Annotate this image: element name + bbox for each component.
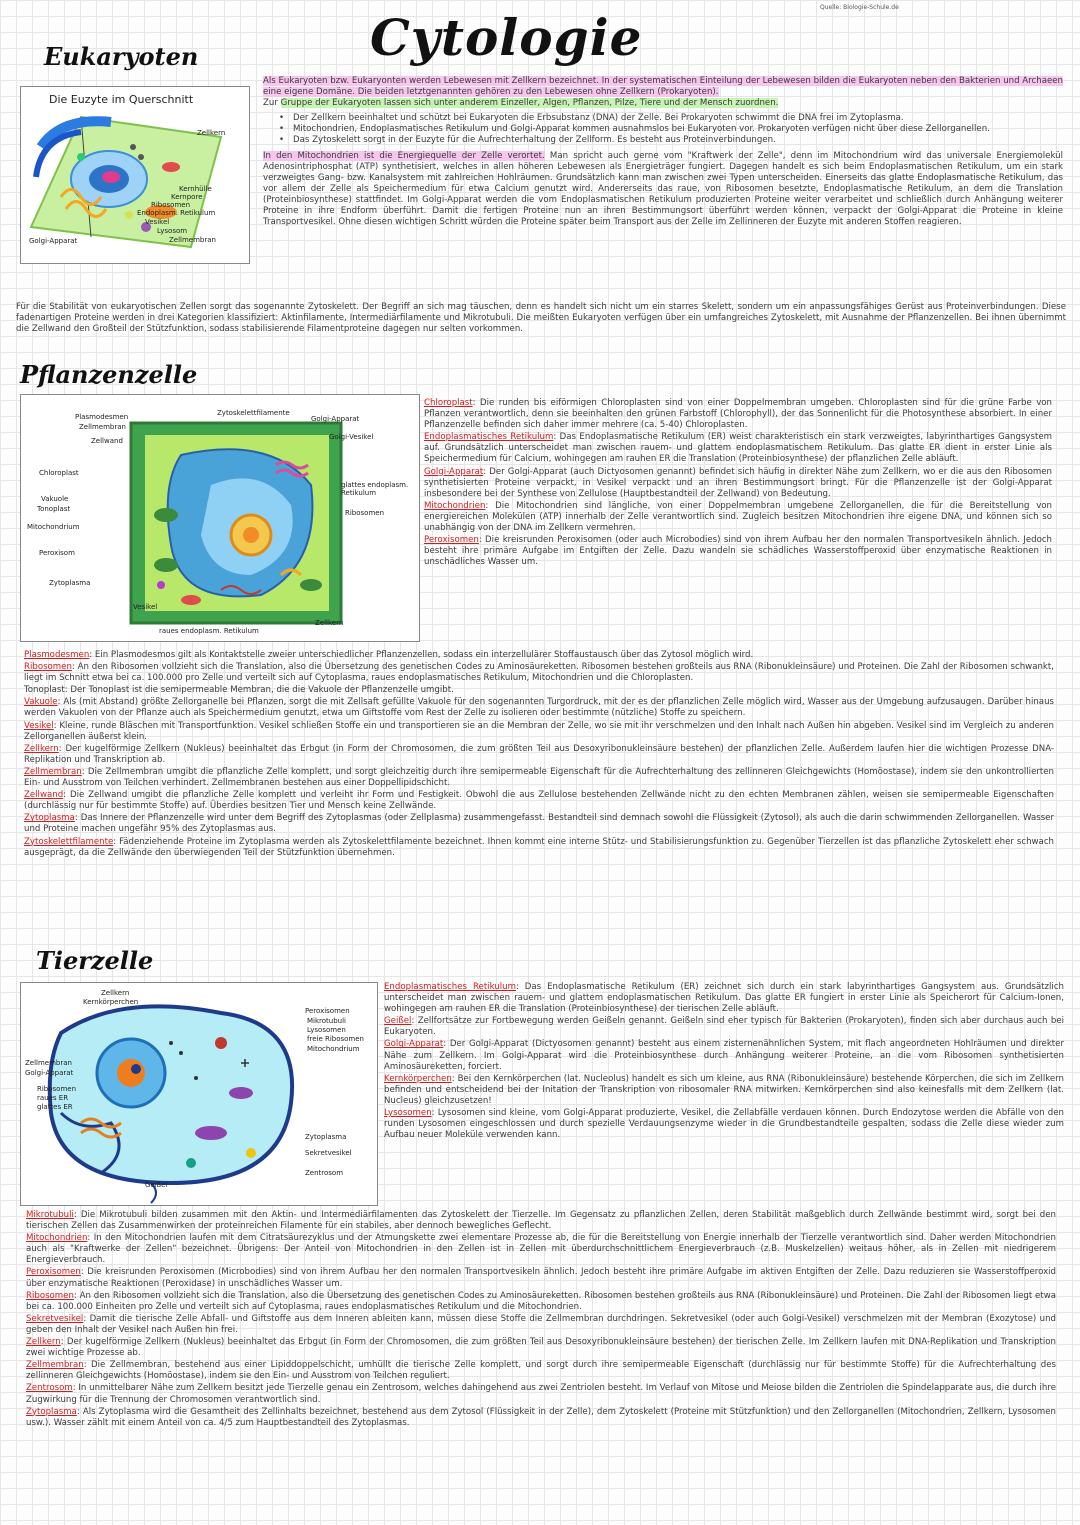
entry: Golgi-Apparat: Der Golgi-Apparat (auch Dictyosomen genannt) befindet sich häufig in direkter Nähe zum Zellkern, wo er die aus den Ribosomen synthetisierten Proteine verpackt, in Vesikel verpackt und an ihren Bestimmungsort bringt. Für die Pflanzenzelle ist der Golgi-Apparat insbesondere bei der Synthese von Zellulose (Hauptbestandteil der Zellwand) von Bedeutung.: [424, 466, 1052, 499]
entry: Ribosomen: An den Ribosomen vollzieht sich die Translation, also die Übersetzung des genetischen Codes zu Aminosäureketten. Ribosomen bestehen großteils aus RNA (Ribonukleinsäure) und Proteinen. Die Zahl der Ribosomen schwankt, liegt im Schnitt etwa bei ca. 100.000 pro Zelle und verteilt sich auf Cytoplasma, raues endoplasmatisches Retikulum, Mitochondrien und die Chloroplasten.: [24, 662, 1054, 684]
entry: Sekretvesikel: Damit die tierische Zelle Abfall- und Giftstoffe aus dem Inneren ableiten kann, müssen diese Stoffe die Zellmembran durchdringen. Sekretvesikel (oder auch Golgi-Vesikel) verschmelzen mit der Membran (Exozytose) und geben den Inhalt der Vesikel nach Außen hin frei.: [26, 1313, 1056, 1335]
label-zytoplasma: Zytoplasma: [49, 579, 91, 587]
label-geissel: Geißel: [145, 1181, 168, 1189]
entry: Kernkörperchen: Bei den Kernkörperchen (lat. Nucleolus) handelt es sich um kleine, aus RNA (Ribonukleinsäure) bestehende Körperchen, die sich im Zellkern befinden und entscheidend bei der Initation der Transkription von ribosomaler RNA mitwirken. Kernkörperchen sind also keinesfalls mit dem Zellkern (lat. Nucleus) gleichzusetzen!: [384, 1073, 1064, 1106]
entry: Zellmembran: Die Zellmembran, bestehend aus einer Lipiddoppelschicht, umhüllt die tierische Zelle komplett, und sorgt durch ihre semipermeable Eigenschaft (durchlässig nur für bestimmte Stoffe) für die Aufrechterhaltung des zellinneren Gleichgewichts (Homöostase), indem sie den Ein- und Ausstrom von Teilchen reguliert.: [26, 1360, 1056, 1382]
label-sekretvesikel: Sekretvesikel: [305, 1149, 352, 1157]
entry: Golgi-Apparat: Der Golgi-Apparat (Dictyosomen genannt) besteht aus einem zisternenähnlichen System, mit flach angeordneten Hohlräumen und direkter Nähe zum Zellkern. Im Golgi-Apparat wird die Proteinbiosynthese durch Anhängung weiterer Proteine, an die vom Ribosomen synthetisierten Aminosäureketten, forciert.: [384, 1039, 1064, 1072]
label-zellmembran: Zellmembran: [169, 236, 216, 244]
entry: Zytoskelettfilamente: Fädenziehende Proteine im Zytoplasma werden als Zytoskelettfilamente bezeichnet. Ihnen kommt eine interne Stütz- und Stabilisierungsfunktion zu. Gegenüber Tierzellen ist das pflanzliche Zytoskelett eher schwach ausgeprägt, da die Zellwände den überwiegenden Teil der Stützfunktion übernehmen.: [24, 836, 1054, 858]
heading-tierzelle: Tierzelle: [36, 946, 154, 975]
pflanzenzelle-right-text: [424, 398, 1052, 569]
label-golgi: Golgi-Apparat: [311, 415, 360, 423]
label-mikrotubuli: Mikrotubuli: [307, 1017, 346, 1025]
intro-green-pre: Zur: [263, 98, 281, 109]
label-kernhuelle: Kernhülle: [179, 185, 212, 193]
heading-eukaryoten: Eukaryoten: [44, 42, 199, 71]
label-raues-er: raues endoplasm. Retikulum: [159, 627, 259, 635]
label-kernkoerperchen: Kernkörperchen: [83, 998, 139, 1006]
entry: Vesikel: Kleine, runde Bläschen mit Transportfunktion. Vesikel schließen Stoffe ein und transportieren sie an die Membran der Zelle, wo sie mit ihr verschmelzen und den Inhalt nach Außen hin abgeben. Vesikel sind im Vergleich zu anderen Zellorganellen äußerst klein.: [24, 720, 1054, 742]
entry: Plasmodesmen: Ein Plasmodesmos gilt als Kontaktstelle zweier unterschiedlicher Pflanzenzellen, sodass ein interzellulärer Stoffaustausch über das Zytosol möglich wird.: [24, 650, 754, 660]
mito-text: Man spricht auch gerne vom "Kraftwerk der Zelle", denn im Mitochondrium wird das universale Energiemolekül Adenosintriphosphat (ATP) synthetisiert, welches in allen höheren Lebewesen als Energieträger fungiert. Dagegen handelt es sich beim Endoplasmatischen Retikulum, um ein stark verzweigtes Gang- bzw. Kanalsystem mit zahlreichen Hohlräumen. Grundsätzlich kann man zwischen zwei Typen unterscheiden. Einerseits das glatte Endoplasmatische Retikulum, das vor allem der Zelle als Speichermedium für etwa Calcium genutzt wird. Andererseits das raue, von Ribosomen besetzte, Endoplasmatische Retikulum, an dem die Translation (Proteinbiosynthese) stattfindet. Im Golgi-Apparat werden die vom Endoplasmatischen Retikulum produzierten Proteine weiter verarbeitet und schließlich durch Anhängung weiterer Proteine in ihre Endform überführt. Damit die fertigen Proteine nun an ihren Bestimmungsort überführt werden können, verpackt der Golgi-Apparat die Proteine in kleine Transportvesikel. Ohne diesen wichtigen Schritt würden die Proteine später beim Transport aus der Zelle im Zellinneren der Euzyte mit anderen Stoffen reagieren.: [263, 150, 1063, 228]
page-title: Cytologie: [370, 8, 643, 67]
entry: Zellkern: Der kugelförmige Zellkern (Nukleus) beeinhaltet das Erbgut (in Form der Chromosomen, die zum größten Teil aus Desoxyribonukleinsäure bestehen) der pflanzlichen Zelle. Außerdem laufen hier die wichtigen Prozesse DNA-Replikation und Transkription ab.: [24, 743, 1054, 765]
entry: Ribosomen: An den Ribosomen vollzieht sich die Translation, also die Übersetzung des genetischen Codes zu Aminosäureketten. Ribosomen bestehen großteils aus RNA (Ribonukleinsäure) und Proteinen. Die Zahl der Ribosomen liegt etwa bei ca. 100.000 Einheiten pro Zelle und verteilt sich auf Cytoplasma, raues endoplasmatisches Retikulum und die Mitochondrien.: [26, 1290, 1056, 1312]
heading-pflanzenzelle: Pflanzenzelle: [20, 360, 198, 389]
entry: Mikrotubuli: Die Mikrotubuli bilden zusammen mit den Aktin- und Intermediärfilamenten das Zytoskelett der Tierzelle. Im Gegensatz zu pflanzlichen Zellen, deren Stabilität maßgeblich durch Zellwände bestimmt wird, sorgt bei den tierischen Zellen das Zusammenwirken der proteinreichen Filamente für ein stabiles, aber dennoch bewegliches Geflecht.: [26, 1210, 1056, 1232]
label-chloroplast: Chloroplast: [39, 469, 79, 477]
zytoskelett-text: Für die Stabilität von eukaryotischen Zellen sorgt das sogenannte Zytoskelett. Der Begriff an sich mag täuschen, denn es handelt sich nicht um ein starres Skelett, sondern um ein anpassungsfähiges Gerüst aus Proteinverbindungen. Diese fadenartigen Proteine werden in drei Kategorien klassifiziert: Aktinfilamente, Intermediärfilamente und Mikrotubuli. Die meißten Eukaryoten verfügen über ein umfangreiches Zytoskelett, mit Ausnahme der Pflanzenzellen. Bei ihnen übernimmt die Zellwand den Großteil der Stützfunktion, sodass stabilisierende Filamentproteine dagegen nur selten vorkommen.: [16, 302, 1066, 335]
entry: Zellwand: Die Zellwand umgibt die pflanzliche Zelle komplett und verleiht ihr Form und Festigkeit. Obwohl die aus Zellulose bestehenden Zellwände nicht zu den echten Membranen zählen, weisen sie semipermeable Eigenschaften (durchlässig nur für bestimmte Stoffe) auf. Überdies besitzen Tier und Mensch keine Zellwände.: [24, 790, 1054, 812]
bullet-item: • Der Zellkern beeinhaltet und schützt bei Eukaryoten die Erbsubstanz (DNA) der Zelle. Bei Prokaryoten schwimmt die DNA frei im Zytoplasma.: [263, 113, 1063, 124]
source-note: Quelle: Biologie-Schule.de: [820, 4, 899, 11]
label-zellwand: Zellwand: [91, 437, 123, 445]
label-zellkern: Zellkern: [101, 989, 130, 997]
label-zellkern: Zellkern: [197, 129, 226, 137]
entry: Zytoplasma: Als Zytoplasma wird die Gesamtheit des Zellinhalts bezeichnet, bestehend aus dem Zytosol (Flüssigkeit in der Zelle), dem Zytoskelett (Proteine mit Stützfunktion) und den Zellorganellen (Mitochondrien, Zellkern, Lysosomen usw.). Wasser zählt mit einem Anteil von ca. 4/5 zum Hauptbestandteil des Zytoplasmas.: [26, 1406, 1056, 1428]
mito-pink: In den Mitochondrien ist die Energiequelle der Zelle verortet.: [263, 150, 545, 161]
entry: Geißel: Zellfortsätze zur Fortbewegung werden Geißeln genannt. Geißeln sind eher typisch für Bakterien (Prokaryoten), finden sich aber durchaus auch bei Eukaryoten.: [384, 1016, 1064, 1038]
label-vakuole: Vakuole: [41, 495, 69, 503]
label-ribosomen: Ribosomen: [345, 509, 385, 517]
intro-pink: Als Eukaryoten bzw. Eukaryonten werden Lebewesen mit Zellkern bezeichnet. In der systematischen Einteilung der Lebewesen bilden die Eukaryoten neben den Bakterien und Archaeen eine eigene Domäne. Die beiden letztgenannten gehören zu den Lebewesen ohne Zellkern (Prokaryoten).: [263, 76, 1063, 98]
entry: Chloroplast: Die runden bis eiförmigen Chloroplasten sind von einer Doppelmembran umgeben. Chloroplasten sind für die grüne Farbe von Pflanzen verantwortlich, denn sie beeinhalten den grünen Farbstoff (Chlorophyll), der das Sonnenlicht für die Photosynthese absorbiert. In einer Pflanzenzelle befinden sich daher immer mehrere (ca. 5-40) Chloroplasten.: [424, 398, 1052, 431]
label-er: Endoplasm. Retikulum: [137, 209, 216, 217]
tierzelle-diagram: [20, 982, 378, 1206]
bullet-item: • Das Zytoskelett sorgt in der Euzyte für die Aufrechterhaltung der Zellform. Es besteht aus Proteinverbindungen.: [263, 135, 1063, 146]
entry: Zentrosom: In unmittelbarer Nähe zum Zellkern besitzt jede Tierzelle genau ein Zentrosom, welches dahingehend aus zwei Zentriolen besteht. Im Verlauf von Mitose und Meiose bilden die Zentriolen die Spindelapparate aus, die durch ihre Zugwirkung für die Trennung der Chromosomen verantwortlich sind.: [26, 1383, 1056, 1405]
entry: Zellmembran: Die Zellmembran umgibt die pflanzliche Zelle komplett, und sorgt gleichzeitig durch ihre semipermeable Eigenschaft für die Aufrechterhaltung des zellinneren Gleichgewichts (Homöostase), indem sie den unkontrollierten Ein- und Ausstrom von Teilchen verhindert. Zellmembranen bestehen aus einer Doppellipidschicht.: [24, 766, 1054, 789]
entry: Zytoplasma: Das Innere der Pflanzenzelle wird unter dem Begriff des Zytoplasmas (oder Zellplasma) zusammengefasst. Bestandteil sind demnach sowohl die Flüssigkeit (Zytosol), als auch die darin schwimmenden Zellorganellen. Wasser und Proteine machen ungefähr 95% des Zytoplasmas aus.: [24, 813, 1054, 835]
euzyte-diagram: [20, 86, 250, 264]
label-zytoskelett: Zytoskelettfilamente: [217, 409, 290, 417]
label-ribosomen: Ribosomen: [151, 201, 191, 209]
label-lysosomen: Lysosomen: [307, 1026, 346, 1034]
label-golgi: Golgi-Apparat: [25, 1069, 74, 1077]
label-freie-ribosomen: freie Ribosomen: [307, 1035, 364, 1043]
label-mitochondrium: Mitochondrium: [307, 1045, 360, 1053]
label-mitochondrium: Mitochondrium: [27, 523, 80, 531]
pflanzenzelle-diagram: [20, 394, 420, 642]
label-plasmodesmen: Plasmodesmen: [75, 413, 129, 421]
label-golgi: Golgi-Apparat: [29, 237, 78, 245]
tierzelle-right-text: [384, 982, 1064, 1142]
label-tonoplast: Tonoplast: [37, 505, 71, 513]
entry: Lysosomen: Lysosomen sind kleine, vom Golgi-Apparat produzierte, Vesikel, die Zellabfälle verdauen können. Durch Endozytose werden die Abfälle von den runden Lysosomen eingeschlossen und durch spezielle Verdauungsenzyme wieder in die Grundbestandteile gespalten, sodass die Zelle diese wieder zum Aufbau neuer Moleküle verwenden kann.: [384, 1108, 1064, 1141]
label-golgi-vesikel: Golgi-Vesikel: [329, 433, 374, 441]
entry: Endoplasmatisches Retikulum: Das Endoplasmatische Retikulum (ER) zeichnet sich durch ein stark labyrinthartiges Gangsystem aus. Grundsätzlich unterscheidet man zwischen rauem- und glattem endoplasmatischen Retikulum. Das glatte ER fungiert in erster Linie als Speicherort für Calcium-Ionen, wohingegen am rauhen ER die Translation (Proteinbiosynthese) der tierischen Zelle abläuft.: [384, 982, 1064, 1015]
label-lysosom: Lysosom: [157, 227, 188, 235]
label-glattes-er: glattes endoplasm. Retikulum: [341, 481, 409, 497]
entry: Peroxisomen: Die kreisrunden Peroxisomen (Microbodies) sind von ihrem Aufbau her den normalen Transportvesikeln ähnlich. Jedoch besteht ihre primäre Aufgabe im aktiven Entgiften der Zelle. Dazu reduzieren sie Wasserstoffperoxid über enzymatische Reaktionen (Peroxidase) in unschädliches Wasser um.: [26, 1267, 1056, 1289]
label-zellmembran: Zellmembran: [25, 1059, 72, 1067]
label-peroxisomen: Peroxisomen: [305, 1007, 350, 1015]
label-glattes-er: glattes ER: [37, 1103, 73, 1111]
label-zytoplasma: Zytoplasma: [305, 1133, 347, 1141]
label-ribosomen: Ribosomen: [37, 1085, 77, 1093]
tierzelle-full-text: [26, 1210, 1056, 1430]
entry: Zellkern: Der kugelförmige Zellkern (Nukleus) beeinhaltet das Erbgut (in Form der Chromosomen, die zum größten Teil aus Desoxyribonukleinsäure bestehen) der tierischen Zelle. Im Zellkern laufen mit DNA-Replikation und Transkription zwei wichtige Prozesse ab.: [26, 1337, 1056, 1359]
entry: Mitochondrien: Die Mitochondrien sind längliche, von einer Doppelmembran umgebene Zellorganellen, die für die Bereitstellung von energiereichen Molekülen (ATP) innerhalb der Zelle verantwortlich sind. Zugleich besitzen Mitochondrien ihre eigene DNA, und können sich so unabhängig von der DNA im Zellkern vermehren.: [424, 500, 1052, 534]
entry: Tonoplast: Der Tonoplast ist die semipermeable Membran, die die Vakuole der Pflanzenzelle umgibt.: [24, 685, 454, 696]
label-vesikel: Vesikel: [133, 603, 158, 611]
euzyte-diagram-title: Die Euzyte im Querschnitt: [49, 93, 194, 106]
label-vesikel: Vesikel: [145, 218, 170, 226]
pflanzenzelle-full-text: [24, 650, 1054, 860]
pflanzenzelle-illustration: [21, 395, 419, 641]
eukaryoten-text: [263, 76, 1063, 229]
label-peroxisom: Peroxisom: [39, 549, 75, 557]
entry: Vakuole: Als (mit Abstand) größte Zellorganelle bei Pflanzen, sorgt die mit Zellsaft gefüllte Vakuole für den sogenannten Turgordruck, mit der es der pflanzlichen Zelle möglich wird, Wasser aus der Umgebung aufzusaugen. Darüber hinaus werden Vakuolen von der Pflanze auch als Speichermedium genutzt, etwa um Giftstoffe vom Rest der Zelle zu isolieren oder bestimmte (nützliche) Stoffe zu speichern.: [24, 697, 1054, 719]
label-kernpore: Kernpore: [171, 193, 203, 201]
bullet-item: • Mitochondrien, Endoplasmatisches Retikulum und Golgi-Apparat kommen ausnahmslos bei Eukaryoten vor. Prokaryoten verfügen nicht über diese Zellorganellen.: [263, 124, 1063, 135]
entry: Peroxisomen: Die kreisrunden Peroxisomen (oder auch Microbodies) sind von ihrem Aufbau her den normalen Transportvesikeln ähnlich. Jedoch besteht ihre primäre Aufgabe im Entgiften der Zelle. Dazu wandeln sie schädliches Wasserstoffperoxid über enzymatische Reaktionen in unschädliches Wasser um.: [424, 535, 1052, 568]
label-zentrosom: Zentrosom: [305, 1169, 344, 1177]
entry: Endoplasmatisches Retikulum: Das Endoplasmatische Retikulum (ER) weist charakteristisch ein stark verzweigtes, labyrinthartiges Gangsystem auf. Grundsätzlich unterscheidet man zwischen rauem- und glattem endoplasmatischem Retikulum. Das glatte ER dient in erster Linie als Speichermedium für Calcium, wohingegen am rauhen ER die Translation (Proteinbiosynthese) der pflanzlichen Zelle abläuft.: [424, 432, 1052, 465]
label-raues-er: raues ER: [37, 1094, 69, 1102]
intro-green: Gruppe der Eukaryoten lassen sich unter anderem Einzeller, Algen, Pflanzen, Pilze, Tiere und der Mensch zuordnen.: [280, 98, 779, 109]
entry: Mitochondrien: In den Mitochondrien laufen mit dem Citratsäurezyklus und der Atmungskette zwei elementare Prozesse ab, die für die Bereitstellung von Energie innerhalb der Tierzelle verantwortlich sind. Daher werden Mitochondrien auch als "Kraftwerke der Zellen" bezeichnet. Übrigens: Der Anteil von Mitochondrien in den Zellen ist in Zellen mit überdurchschnittlichem Energieverbrauch (z.B. Muskelzellen) weitaus höher, als in Zellen mit niedrigerem Energieverbrauch.: [26, 1233, 1056, 1266]
label-zellkern: Zellkern: [315, 619, 344, 627]
label-zellmembran: Zellmembran: [79, 423, 126, 431]
